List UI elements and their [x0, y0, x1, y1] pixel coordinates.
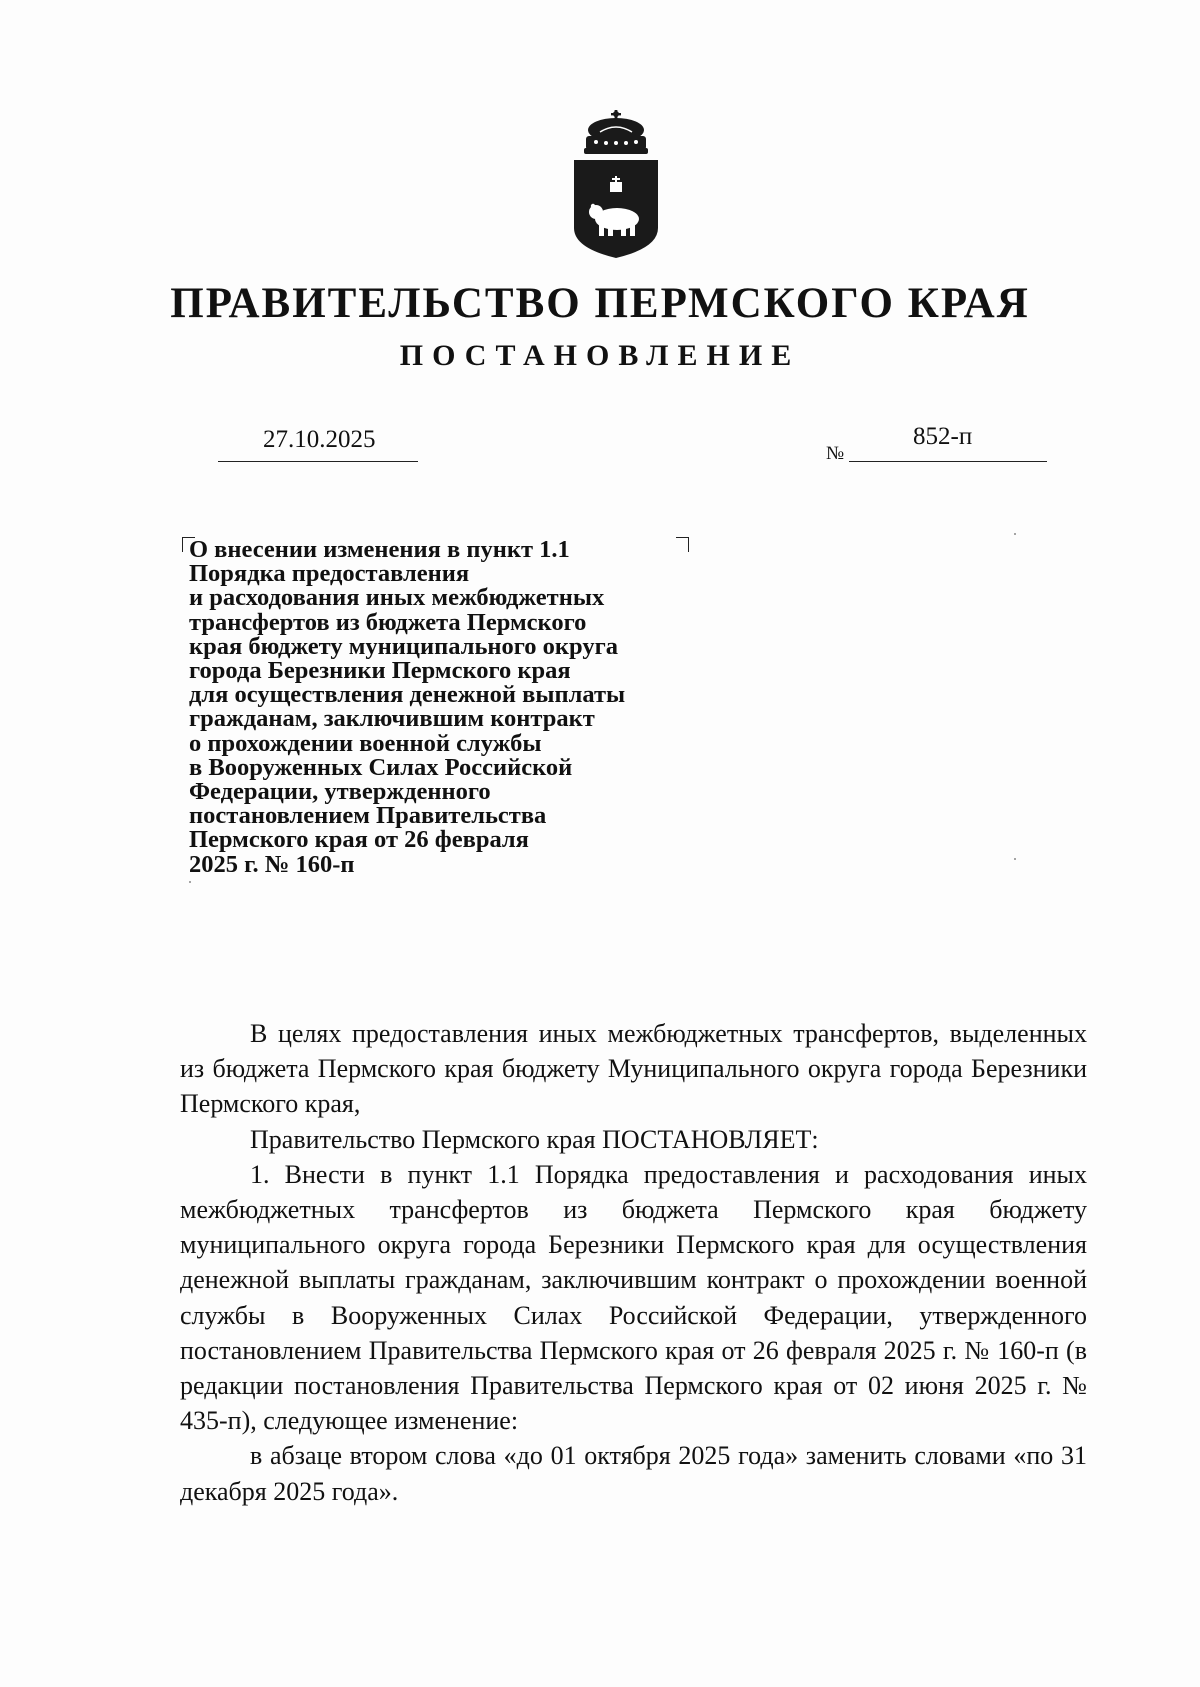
subject-line: О внесении изменения в пункт 1.1: [189, 536, 570, 563]
scan-speck: [189, 881, 191, 883]
document-number: 852-п: [913, 423, 973, 450]
subject-line: в Вооруженных Силах Российской: [189, 753, 573, 781]
number-sign: №: [826, 443, 845, 464]
subject-line: и расходования иных межбюджетных: [189, 584, 605, 612]
subject-line: города Березники Пермского края: [189, 657, 571, 685]
government-title: ПРАВИТЕЛЬСТВО ПЕРМСКОГО КРАЯ: [170, 280, 1030, 327]
subject-line: края бюджету муниципального округа: [189, 632, 618, 660]
subject-line: для осуществления денежной выплаты: [189, 681, 626, 709]
subject-line: Порядка предоставления: [189, 560, 470, 588]
subject-line: трансфертов из бюджета Пермского: [189, 608, 587, 636]
number-field: [849, 418, 1047, 462]
subject-line: 2025 г. № 160-п: [189, 850, 355, 878]
subject-line: Пермского края от 26 февраля: [189, 826, 529, 854]
scan-speck: [1014, 858, 1016, 860]
document-type-title: ПОСТАНОВЛЕНИЕ: [399, 339, 801, 372]
coat-of-arms-icon: [566, 108, 666, 260]
body-paragraph-item-1: 1. Внести в пункт 1.1 Порядка предоставления и расходования иных межбюджетных трансфертов из бюджета Пермского края бюджету муниципального округа города Березники Пермского края для осуществления денежной выплаты гражданам, заключившим контракт о прохождении военной службы в Вооруженных Силах Российской Федерации, утвержденного постановлением Правительства Пермского края от 26 февраля 2025 г. № 160-п (в редакции постановления Правительства Пермского края от 02 июня 2025 г. № 435-п), следующее изменение:: [180, 1159, 1087, 1436]
subject-line: Федерации, утвержденного: [189, 778, 491, 806]
document-date: 27.10.2025: [263, 426, 376, 453]
body-paragraph-amendment: в абзаце втором слова «до 01 октября 2025 года» заменить словами «по 31 декабря 2025 года».: [180, 1441, 1087, 1506]
body-paragraph-preamble: В целях предоставления иных межбюджетных трансфертов, выделенных из бюджета Пермского края бюджету Муниципального округа города Березники Пермского края,: [180, 1019, 1087, 1119]
subject-line: о прохождении военной службы: [189, 729, 542, 757]
date-field: [218, 421, 418, 462]
document-subject: [189, 538, 709, 877]
document-body: [180, 1016, 1087, 1509]
body-paragraph-resolves: Правительство Пермского края ПОСТАНОВЛЯЕТ:: [250, 1124, 819, 1154]
subject-line: постановлением Правительства: [189, 802, 547, 830]
scan-speck: [1014, 533, 1016, 535]
subject-line: гражданам, заключившим контракт: [189, 705, 595, 733]
